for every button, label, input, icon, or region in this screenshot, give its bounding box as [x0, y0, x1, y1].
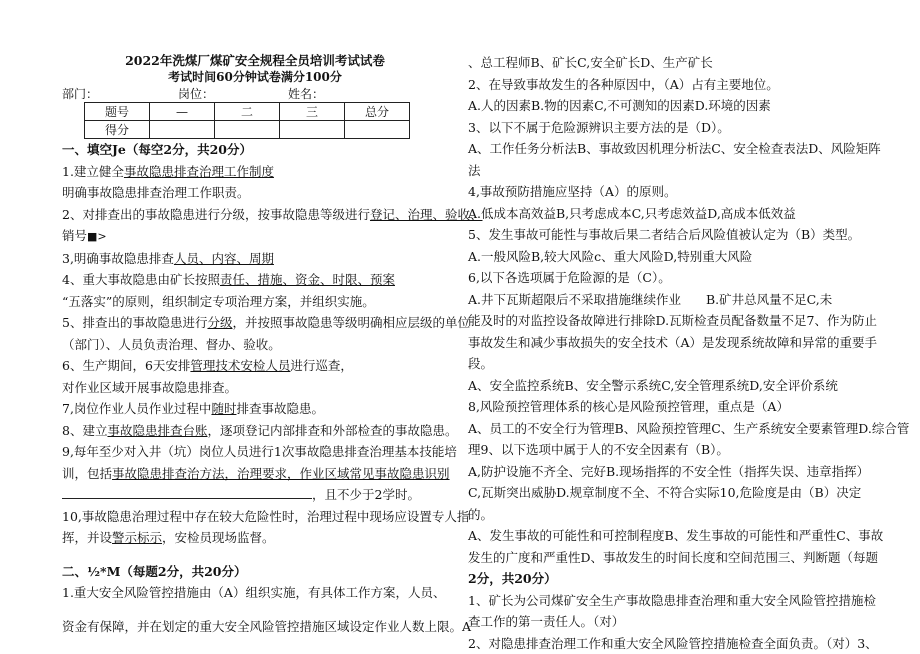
exam-subtitle: 考试时间60分钟试卷满分100分 — [62, 69, 448, 86]
question-text: 3、以下不属于危险源辨识主要方法的是（D）。 — [468, 117, 868, 139]
question-text: 8、建立事故隐患排查台账，逐项登记内部排查和外部检查的事故隐患。 — [62, 420, 448, 442]
square-arrow-icon: ■> — [87, 230, 107, 243]
question-text: （部门）、人员负责治理、督办、验收。 — [62, 334, 448, 356]
question-text: 6,以下各选项属于危险源的是（C）。 — [468, 267, 868, 289]
score-cell[interactable] — [345, 121, 410, 139]
question-text: 4、重大事故隐患由矿长按照责任、措施、资金、时限、预案 — [62, 269, 448, 291]
question-text: 段。 — [468, 353, 868, 375]
position-label: 岗位： — [178, 86, 288, 102]
question-text: 5、发生事故可能性与事故后果二者结合后风险值被认定为（B）类型。 — [468, 224, 868, 246]
question-text: 7,岗位作业人员作业过程中随时排查事故隐患。 — [62, 398, 448, 420]
question-text: ，且不少于2学时。 — [62, 484, 448, 506]
left-column — [62, 52, 448, 637]
question-text: 挥，并设警示标示，安检员现场监督。 — [62, 527, 448, 549]
score-cell[interactable] — [215, 121, 280, 139]
question-text: 2、在导致事故发生的各种原因中，（A）占有主要地位。 — [468, 74, 868, 96]
exam-meta — [62, 86, 448, 102]
question-text: A、员工的不安全行为管理B、风险预控管理C、生产系统安全要素管理D.综合管 — [468, 418, 868, 440]
question-text: “五落实”的原则，组织制定专项治理方案，并组织实施。 — [62, 291, 448, 313]
question-text: 5、排查出的事故隐患进行分级，并按照事故隐患等级明确相应层级的单位 — [62, 312, 448, 334]
question-text: A、工作任务分析法B、事故致因机理分析法C、安全检查表法D、风险矩阵 — [468, 138, 868, 160]
question-text: 事故发生和减少事故损失的安全技术（A）是发现系统故障和异常的重要手 — [468, 332, 868, 354]
question-text: A.井下瓦斯超限后不采取措施继续作业 B.矿井总风量不足C,未 — [468, 289, 868, 311]
question-text: 2、对隐患排查治理工作和重大安全风险管控措施检查全面负责。（对）3、 — [468, 633, 868, 654]
question-text: 发生的广度和严重性D、事故发生的时间长度和空间范围三、判断题（每题 — [468, 547, 868, 569]
exam-title: 2022年洗煤厂煤矿安全规程全员培训考试试卷 — [62, 52, 448, 69]
question-text: 8,风险预控管理体系的核心是风险预控管理，重点是（A） — [468, 396, 868, 418]
question-text: A.一般风险B,较大风险c、重大风险D,特别重大风险 — [468, 246, 868, 268]
question-text: 2、对排查出的事故隐患进行分级，按事故隐患等级进行登记、治理、验收、 — [62, 204, 448, 226]
score-header-cell: 总分 — [345, 103, 410, 121]
question-text: C,瓦斯突出威胁D.规章制度不全、不符合实际10,危险度是由（B）决定 — [468, 482, 868, 504]
score-cell[interactable] — [280, 121, 345, 139]
name-label: 姓名： — [288, 86, 324, 102]
question-text: 查工作的第一责任人。（对） — [468, 611, 868, 633]
question-text: 1.重大安全风险管控措施由（A）组织实施，有具体工作方案，人员、 — [62, 582, 448, 604]
question-text: A,防护设施不齐全、完好B.现场指挥的不安全性（指挥失误、违章指挥） — [468, 461, 868, 483]
score-header-cell: 二 — [215, 103, 280, 121]
score-table-row — [85, 121, 410, 139]
section-1-heading: 一、填空Je（每空2分，共20分） — [62, 139, 448, 161]
question-text: 3,明确事故隐患排查人员、内容、周期 — [62, 248, 448, 270]
question-text: 训，包括事故隐患排查治方法，治理要求，作业区域常见事故隐患识别 — [62, 463, 448, 485]
question-text: 销号■> — [62, 225, 448, 248]
section-2-heading: 二、½*M（每题2分，共20分） — [62, 561, 448, 583]
question-text: A、安全监控系统B、安全警示系统C,安全管理系统D,安全评价系统 — [468, 375, 868, 397]
question-text: 能及时的对监控设备故障进行排除D.瓦斯检查员配备数量不足7、作为防止 — [468, 310, 868, 332]
question-text: 法 — [468, 160, 868, 182]
question-text: 1.建立健全事故隐患排查治理工作制度 — [62, 161, 448, 183]
question-text: 明确事故隐患排查治理工作职责。 — [62, 182, 448, 204]
score-header-cell: 三 — [280, 103, 345, 121]
question-text: 资金有保障，并在划定的重大安全风险管控措施区域设定作业人数上限。A — [62, 616, 448, 638]
question-text: A.人的因素B.物的因素C,不可测知的因素D.环境的因素 — [468, 95, 868, 117]
department-label: 部门： — [62, 86, 178, 102]
right-column — [468, 52, 868, 654]
question-text: 、总工程师B、矿长C,安全矿长D、生产矿长 — [468, 52, 868, 74]
score-cell[interactable] — [150, 121, 215, 139]
score-table — [84, 102, 410, 139]
question-text: 2分，共20分） — [468, 568, 868, 590]
question-text: 的。 — [468, 504, 868, 526]
question-text: 9,每年至少对入井（坑）岗位人员进行1次事故隐患排查治理基本技能培 — [62, 441, 448, 463]
question-text: 理9、以下选项中属于人的不安全因素有（B）。 — [468, 439, 868, 461]
question-text: 4,事故预防措施应坚持（A）的原则。 — [468, 181, 868, 203]
question-text: A、发生事故的可能性和可控制程度B、发生事故的可能性和严重性C、事故 — [468, 525, 868, 547]
question-text: 6、生产期间，6天安排管理技术安检人员进行巡查， — [62, 355, 448, 377]
question-text: 1、矿长为公司煤矿安全生产事故隐患排查治理和重大安全风险管控措施检 — [468, 590, 868, 612]
score-table-header-row — [85, 103, 410, 121]
question-text: 对作业区域开展事故隐患排查。 — [62, 377, 448, 399]
question-text: 10,事故隐患治理过程中存在较大危险性时，治理过程中现场应设置专人指 — [62, 506, 448, 528]
answer-blank[interactable] — [62, 486, 312, 499]
score-row-label: 得分 — [85, 121, 150, 139]
question-text: A.低成本高效益B,只考虑成本C,只考虑效益D,高成本低效益 — [468, 203, 868, 225]
score-header-cell: 题号 — [85, 103, 150, 121]
score-header-cell: — — [150, 103, 215, 121]
